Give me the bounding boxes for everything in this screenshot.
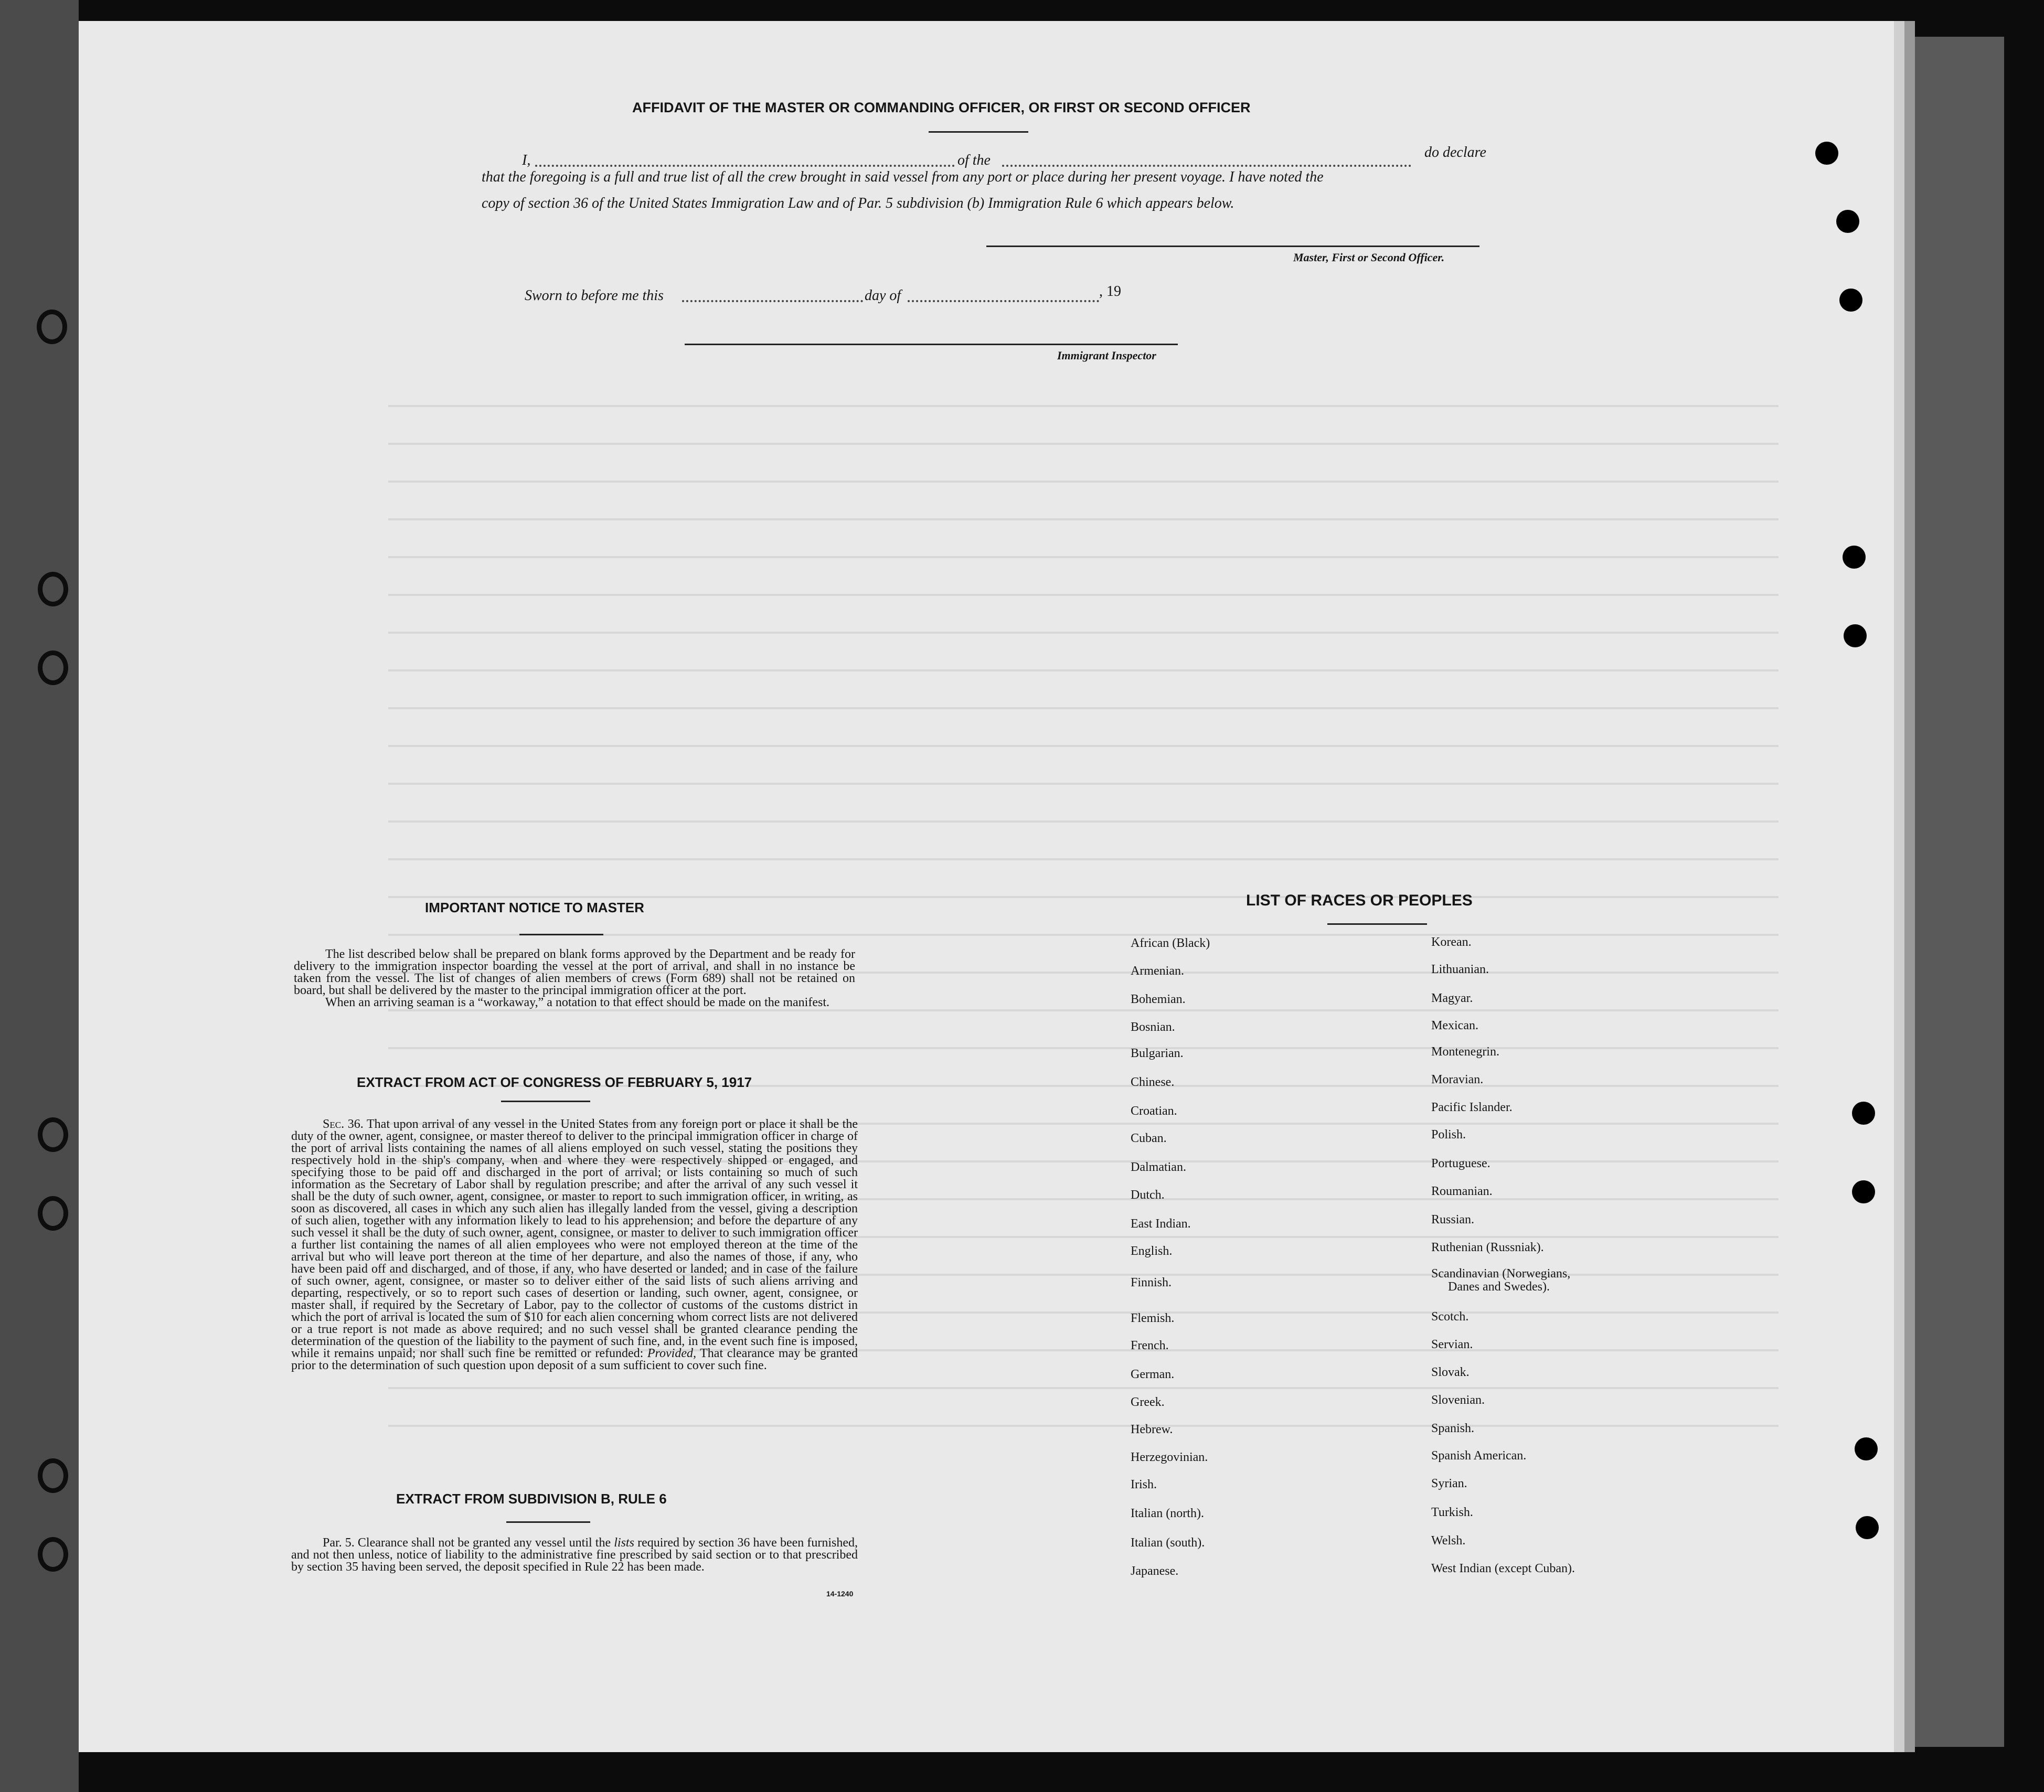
race-item: Mexican.	[1431, 1019, 1478, 1032]
punch-hole	[1852, 1102, 1875, 1125]
rule-text-end: required by section 36 have been furnished, and not then unless, notice of liability to the administrative fine prescribed by said section or to that prescribed by section 35 having been served, the deposit specified in Rule 22 has been made.	[291, 1536, 858, 1574]
race-item: Roumanian.	[1431, 1185, 1493, 1198]
punch-hole	[1839, 289, 1862, 312]
rule-extract-heading: EXTRACT FROM SUBDIVISION B, RULE 6	[396, 1491, 667, 1507]
race-item: Croatian.	[1131, 1104, 1177, 1118]
section-label: Sec.	[323, 1117, 345, 1131]
race-item: French.	[1131, 1339, 1169, 1352]
race-item: East Indian.	[1131, 1217, 1191, 1231]
act-extract-body	[291, 1118, 858, 1372]
rule-extract-body	[291, 1537, 858, 1573]
race-item: Irish.	[1131, 1478, 1157, 1491]
binder-ring	[38, 1196, 68, 1231]
section-36-text: 36. That upon arrival of any vessel in the United States from any foreign port or place it shall be the duty of the owner, agent, consignee, or master thereof to deliver to the principal immigration officer in charge of the port of arrival lists containing the names of all aliens employed on such vessel, stating the positions they respectively hold in the ship's company, when and where they were respectively shipped or engaged, and specifying those to be paid off and discharged in the port of arrival; or lists containing so much of such information as the Secretary of Labor shall by regulation prescribe; and after the arrival of any such vessel it shall be the duty of such owner, agent, consignee, or master to report to such immigration officer, in writing, as soon as discovered, all cases in which any such alien has illegally landed from the vessel, giving a description of such alien, together with any information likely to lead to his apprehension; and before the departure of any such vessel it shall be the duty of such owner, agent, consignee, or master to deliver to such immigration officer a further list containing the names of all alien employees who were not employed thereon at the time of the arrival but who will leave port thereon at the time of her departure, and also the names of those, if any, who have been paid off and discharged, and of those, if any, who have deserted or landed; and in case of the failure of such owner, agent, consignee, or master so to deliver either of the said lists of such aliens arriving and departing, respectively, or so to report such cases of desertion or landing, such owner, agent, consignee, or master shall, if required by the Secretary of Labor, pay to the collector of customs of the customs district in which the port of arrival is located the sum of $10 for each alien concerning whom correct lists are not delivered or a true report is not made as above required; and no such vessel shall be granted clearance pending the determination of the question of the liability to the payment of such fine, and, in the event such fine is imposed, while it remains unpaid; nor shall such fine be remitted or refunded:	[291, 1117, 858, 1360]
race-item: Finnish.	[1131, 1276, 1172, 1289]
races-heading: LIST OF RACES OR PEOPLES	[1246, 892, 1473, 909]
punch-hole	[1856, 1516, 1879, 1539]
binder-ring	[37, 310, 67, 344]
binder-ring	[38, 1458, 68, 1493]
vessel-field-line[interactable]	[1002, 165, 1411, 167]
race-item: Turkish.	[1431, 1506, 1473, 1519]
race-item: Lithuanian.	[1431, 963, 1489, 976]
heading-rule	[929, 131, 1028, 133]
notice-paragraph-1: The list described below shall be prepared on blank forms approved by the Department and be ready for delivery to the immigration inspector boarding the vessel at the port of arrival, and shall in no instance be taken from the vessel. The list of changes of alien members of crews (Form 689) shall not be retained on board, but shall be delivered by the master to the principal immigration officer at the port.	[294, 947, 855, 997]
punch-hole	[1844, 624, 1867, 647]
binder-ring	[38, 1537, 68, 1572]
heading-rule	[1327, 923, 1427, 925]
notice-body	[294, 948, 855, 1009]
day-of-label: day of	[865, 287, 901, 304]
affidavit-line-3: copy of section 36 of the United States Immigration Law and of Par. 5 subdivision (b) Immigration Rule 6 which appears below.	[482, 195, 1234, 211]
race-item: Italian (north).	[1131, 1507, 1204, 1520]
heading-rule	[506, 1521, 590, 1523]
race-item: Magyar.	[1431, 991, 1473, 1005]
name-field-line[interactable]	[535, 165, 955, 167]
punch-hole	[1843, 546, 1866, 569]
section-36-end: That clearance may be granted prior to the determination of such question upon deposit of a sum sufficient to cover such fine.	[291, 1347, 858, 1372]
binder-ring	[38, 572, 68, 606]
affidavit-of-the-label: of the	[957, 152, 991, 168]
provided-word: Provided,	[647, 1347, 696, 1360]
inspector-signature-line[interactable]	[685, 344, 1178, 345]
master-signature-caption: Master, First or Second Officer.	[1293, 251, 1445, 264]
race-item: Bulgarian.	[1131, 1047, 1184, 1060]
sworn-day-line[interactable]	[682, 300, 863, 302]
do-declare: do declare	[1424, 144, 1486, 161]
right-page-edge	[1904, 37, 2004, 1747]
race-item: Spanish.	[1431, 1422, 1475, 1435]
act-extract-heading: EXTRACT FROM ACT OF CONGRESS OF FEBRUARY 5, 1917	[357, 1074, 752, 1090]
race-item: Italian (south).	[1131, 1536, 1205, 1550]
binder-ring	[38, 1117, 68, 1152]
race-item: English.	[1131, 1244, 1173, 1258]
race-item: Japanese.	[1131, 1564, 1179, 1578]
race-item: Herzegovinian.	[1131, 1450, 1208, 1464]
race-item: Dutch.	[1131, 1188, 1165, 1202]
race-item: Servian.	[1431, 1338, 1473, 1351]
race-item: Welsh.	[1431, 1534, 1466, 1548]
affidavit-line-2: that the foregoing is a full and true list of all the crew brought in said vessel from any port or place during her present voyage. I have noted the	[482, 169, 1324, 185]
sworn-label: Sworn to before me this	[525, 287, 664, 304]
race-item: Dalmatian.	[1131, 1160, 1186, 1174]
affidavit-i-label: I,	[522, 152, 531, 168]
year-prefix: , 19	[1099, 283, 1121, 300]
punch-hole	[1836, 210, 1859, 233]
heading-rule	[501, 1101, 590, 1102]
race-item: Moravian.	[1431, 1073, 1484, 1086]
punch-hole	[1815, 142, 1838, 165]
race-item: Montenegrin.	[1431, 1045, 1499, 1059]
race-item: Scandinavian (Norwegians,	[1431, 1267, 1571, 1281]
race-item: Slovenian.	[1431, 1393, 1485, 1407]
race-item: Chinese.	[1131, 1075, 1175, 1089]
punch-hole	[1855, 1437, 1878, 1460]
race-item: Hebrew.	[1131, 1423, 1173, 1436]
race-item: Ruthenian (Russniak).	[1431, 1241, 1544, 1254]
race-item: Portuguese.	[1431, 1157, 1491, 1170]
notice-heading: IMPORTANT NOTICE TO MASTER	[425, 900, 644, 915]
notice-paragraph-2: When an arriving seaman is a “workaway,” a notation to that effect should be made on the manifest.	[325, 996, 829, 1009]
race-item: Russian.	[1431, 1213, 1475, 1226]
binder-ring	[38, 650, 68, 685]
inspector-caption: Immigrant Inspector	[1057, 349, 1156, 362]
left-binding-strip	[0, 0, 79, 1792]
race-item: Bosnian.	[1131, 1020, 1175, 1034]
race-item: Spanish American.	[1431, 1449, 1527, 1463]
race-item: Slovak.	[1431, 1366, 1470, 1379]
race-item: African (Black)	[1131, 936, 1210, 950]
affidavit-heading: AFFIDAVIT OF THE MASTER OR COMMANDING OFFICER, OR FIRST OR SECOND OFFICER	[632, 100, 1251, 115]
form-number: 14-1240	[826, 1590, 854, 1598]
sworn-month-line[interactable]	[908, 300, 1099, 302]
race-item: Armenian.	[1131, 964, 1184, 978]
rule-text-start: Par. 5. Clearance shall not be granted any vessel until the	[323, 1536, 611, 1550]
race-item: German.	[1131, 1368, 1175, 1381]
lists-word: lists	[614, 1536, 634, 1550]
race-item: Danes and Swedes).	[1448, 1280, 1550, 1294]
race-item: Greek.	[1131, 1395, 1165, 1409]
master-signature-line[interactable]	[986, 246, 1479, 247]
heading-rule	[519, 934, 603, 935]
punch-hole	[1852, 1180, 1875, 1203]
race-item: Pacific Islander.	[1431, 1101, 1513, 1114]
race-item: Cuban.	[1131, 1132, 1167, 1145]
race-item: Polish.	[1431, 1128, 1466, 1142]
race-item: Korean.	[1431, 935, 1472, 949]
race-item: Flemish.	[1131, 1311, 1175, 1325]
race-item: Bohemian.	[1131, 993, 1186, 1006]
race-item: Scotch.	[1431, 1310, 1469, 1324]
race-item: Syrian.	[1431, 1477, 1467, 1490]
race-item: West Indian (except Cuban).	[1431, 1562, 1575, 1575]
